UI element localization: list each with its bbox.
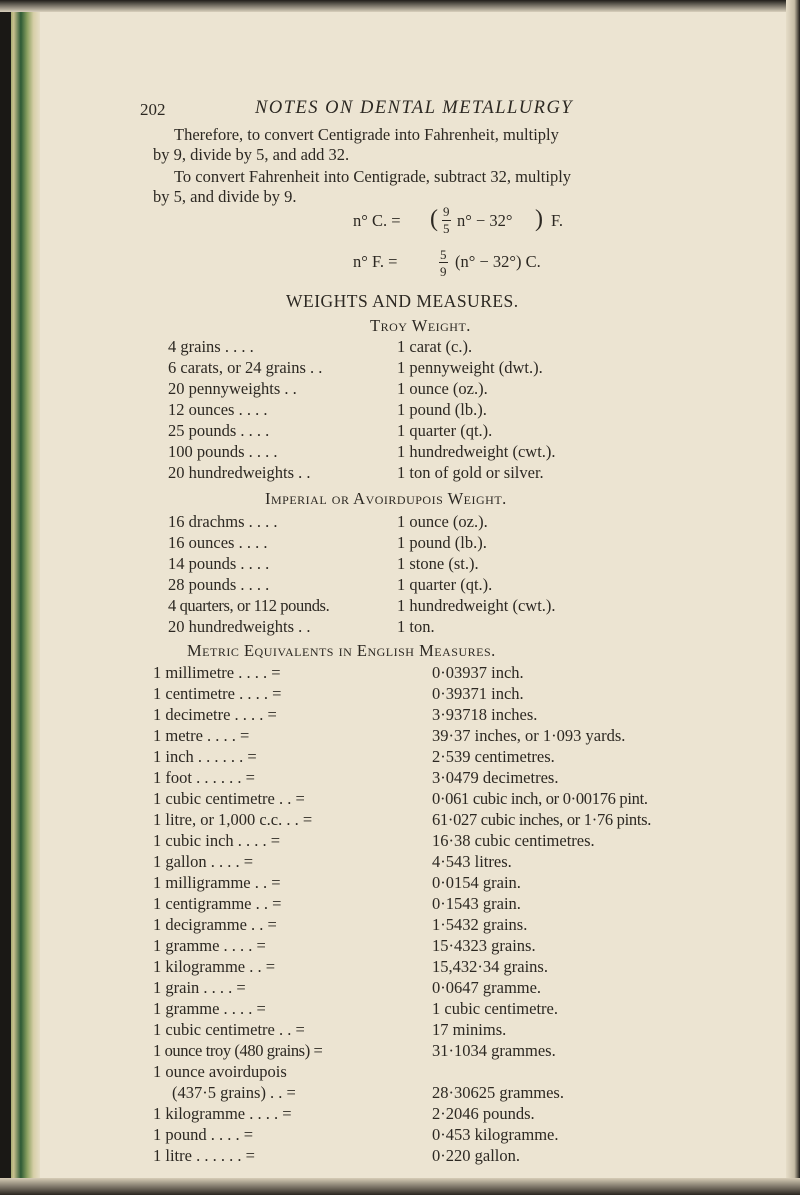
formula-1-numerator: 9 (443, 204, 450, 219)
metric-row-right: 0·39371 inch. (432, 684, 524, 703)
formula-1-open-paren: ( (430, 206, 438, 232)
book-binding-shadow (0, 0, 11, 1195)
intro-line-1: Therefore, to convert Centigrade into Fahrenheit, multiply (174, 125, 559, 144)
formula-2-lhs: n° F. = (353, 252, 398, 271)
metric-row-right: 0·220 gallon. (432, 1146, 520, 1165)
intro-line-2: by 9, divide by 5, and add 32. (153, 145, 350, 164)
metric-row-right: 3·0479 decimetres. (432, 768, 559, 787)
metric-row-left: 1 cubic centimetre . . = (153, 1020, 305, 1039)
metric-row-left: 1 millimetre . . . . = (153, 663, 281, 682)
metric-row-right: 1 cubic centimetre. (432, 999, 558, 1018)
metric-row-left: 1 decigramme . . = (153, 915, 277, 934)
troy-row-right: 1 pound (lb.). (397, 400, 487, 419)
metric-row-left: 1 cubic centimetre . . = (153, 789, 305, 808)
troy-row-right: 1 ounce (oz.). (397, 379, 488, 398)
metric-row-right: 0·453 kilogramme. (432, 1125, 559, 1144)
formula-1-denominator: 5 (443, 221, 450, 236)
metric-row-right: 3·93718 inches. (432, 705, 538, 724)
troy-weight-title: Troy Weight. (370, 316, 471, 335)
metric-row-left: 1 grain . . . . = (153, 978, 246, 997)
troy-row-left: 25 pounds . . . . (168, 421, 270, 440)
section-title: WEIGHTS AND MEASURES. (286, 291, 519, 311)
formula-1-lhs: n° C. = (353, 211, 401, 230)
troy-row-right: 1 pennyweight (dwt.). (397, 358, 543, 377)
avoirdupois-row-right: 1 quarter (qt.). (397, 575, 493, 594)
formula-2-numerator: 5 (440, 247, 447, 262)
metric-row-left: 1 foot . . . . . . = (153, 768, 255, 787)
formula-1-expression: n° − 32° (457, 211, 513, 230)
metric-row-left: 1 ounce avoirdupois (153, 1062, 287, 1081)
metric-row-right: 1·5432 grains. (432, 915, 528, 934)
troy-row-left: 6 carats, or 24 grains . . (168, 358, 323, 377)
avoirdupois-weight-title: Imperial or Avoirdupois Weight. (265, 489, 507, 508)
metric-row-left: 1 gallon . . . . = (153, 852, 254, 871)
metric-row-left: 1 litre . . . . . . = (153, 1146, 255, 1165)
metric-equivalents-title: Metric Equivalents in English Measures. (187, 641, 496, 660)
metric-row-left: 1 kilogramme . . . . = (153, 1104, 292, 1123)
troy-row-right: 1 hundredweight (cwt.). (397, 442, 556, 461)
avoirdupois-row-right: 1 hundredweight (cwt.). (397, 596, 556, 615)
metric-row-right: 0·0647 gramme. (432, 978, 542, 997)
avoirdupois-row-right: 1 pound (lb.). (397, 533, 487, 552)
formula-2-fraction-bar (439, 262, 448, 263)
page-right-edge (786, 0, 800, 1195)
troy-row-left: 20 pennyweights . . (168, 379, 297, 398)
page-bottom-edge (0, 1178, 800, 1195)
metric-row-right: 61·027 cubic inches, or 1·76 pints. (432, 810, 652, 829)
metric-row-left: 1 centigramme . . = (153, 894, 282, 913)
metric-row-left: 1 cubic inch . . . . = (153, 831, 281, 850)
formula-1-close-paren: ) (535, 206, 543, 232)
metric-row-right: 2·2046 pounds. (432, 1104, 535, 1123)
avoirdupois-row-left: 16 ounces . . . . (168, 533, 268, 552)
metric-row-right: 4·543 litres. (432, 852, 512, 871)
metric-row-left: 1 inch . . . . . . = (153, 747, 257, 766)
metric-row-right: 16·38 cubic centimetres. (432, 831, 595, 850)
formula-2-denominator: 9 (440, 264, 447, 279)
troy-row-right: 1 quarter (qt.). (397, 421, 493, 440)
metric-row-left: (437·5 grains) . . = (172, 1083, 296, 1102)
troy-row-left: 100 pounds . . . . (168, 442, 278, 461)
metric-row-right: 0·1543 grain. (432, 894, 521, 913)
page-number: 202 (140, 100, 166, 119)
troy-row-left: 4 grains . . . . (168, 337, 254, 356)
metric-row-right: 2·539 centimetres. (432, 747, 555, 766)
avoirdupois-row-left: 16 drachms . . . . (168, 512, 278, 531)
avoirdupois-row-left: 14 pounds . . . . (168, 554, 270, 573)
metric-row-left: 1 gramme . . . . = (153, 999, 266, 1018)
metric-row-right: 17 minims. (432, 1020, 507, 1039)
metric-row-right: 15·4323 grains. (432, 936, 536, 955)
avoirdupois-row-left: 4 quarters, or 112 pounds. (168, 596, 330, 615)
troy-row-left: 20 hundredweights . . (168, 463, 311, 482)
troy-row-right: 1 ton of gold or silver. (397, 463, 544, 482)
intro-line-4: by 5, and divide by 9. (153, 187, 297, 206)
troy-row-left: 12 ounces . . . . (168, 400, 268, 419)
metric-row-left: 1 gramme . . . . = (153, 936, 266, 955)
metric-row-right: 39·37 inches, or 1·093 yards. (432, 726, 626, 745)
intro-line-3: To convert Fahrenheit into Centigrade, subtract 32, multiply (174, 167, 572, 186)
metric-row-left: 1 milligramme . . = (153, 873, 281, 892)
metric-row-left: 1 metre . . . . = (153, 726, 250, 745)
metric-row-right: 0·0154 grain. (432, 873, 521, 892)
avoirdupois-row-left: 20 hundredweights . . (168, 617, 311, 636)
metric-row-left: 1 ounce troy (480 grains) = (153, 1041, 323, 1060)
avoirdupois-row-right: 1 stone (st.). (397, 554, 479, 573)
metric-row-left: 1 litre, or 1,000 c.c. . . = (153, 810, 313, 829)
metric-row-left: 1 decimetre . . . . = (153, 705, 277, 724)
page-top-edge (0, 0, 800, 12)
metric-row-right: 28·30625 grammes. (432, 1083, 564, 1102)
troy-row-right: 1 carat (c.). (397, 337, 473, 356)
avoirdupois-row-right: 1 ton. (397, 617, 435, 636)
avoirdupois-row-left: 28 pounds . . . . (168, 575, 270, 594)
avoirdupois-row-right: 1 ounce (oz.). (397, 512, 488, 531)
formula-1-unit: F. (551, 211, 563, 230)
metric-row-left: 1 kilogramme . . = (153, 957, 276, 976)
metric-row-left: 1 centimetre . . . . = (153, 684, 282, 703)
metric-row-right: 0·061 cubic inch, or 0·00176 pint. (432, 789, 648, 808)
formula-2-expression: (n° − 32°) C. (455, 252, 541, 271)
metric-row-right: 0·03937 inch. (432, 663, 524, 682)
metric-row-right: 31·1034 grammes. (432, 1041, 556, 1060)
metric-row-right: 15,432·34 grains. (432, 957, 548, 976)
metric-row-left: 1 pound . . . . = (153, 1125, 254, 1144)
running-title: NOTES ON DENTAL METALLURGY (255, 98, 574, 118)
